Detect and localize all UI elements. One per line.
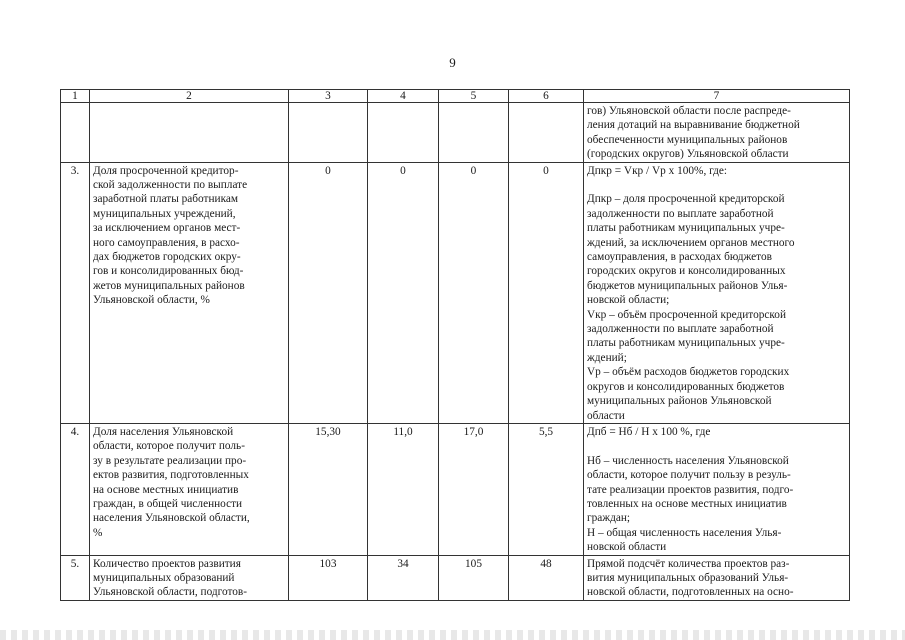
formula-text: Дпкр = Vкр / Vр x 100%, где: — [587, 164, 728, 177]
method-text: Прямой подсчёт количества проектов раз- вития муниципальных образований Улья- новской области, подготовленных на осно- — [587, 557, 794, 599]
calculation-method — [584, 423, 850, 555]
table-row — [61, 555, 850, 600]
value-col-3: 0 — [289, 162, 368, 423]
header-col-6: 6 — [509, 90, 584, 103]
header-col-7: 7 — [584, 90, 850, 103]
value-col-5: 0 — [439, 162, 509, 423]
blank-line — [587, 439, 846, 453]
header-col-2: 2 — [90, 90, 289, 103]
method-text: Vр – объём расходов бюджетов городских округов и консолидированных бюджетов муниципальных районов Ульяновской области — [587, 366, 790, 422]
calculation-method — [584, 103, 850, 163]
calculation-method — [584, 555, 850, 600]
value-col-6: 0 — [509, 162, 584, 423]
table-row — [61, 423, 850, 555]
value-col-3 — [289, 103, 368, 163]
indicator-name — [90, 103, 289, 163]
table-row — [61, 103, 850, 163]
method-text: Дпкр – доля просроченной кредиторской задолженности по выплате заработной платы работникам муниципальных учре- ждений, за исключением органов местного самоуправления, в расходах бюджетов городских округов и консолидированных бюджетов муниципальных районов Улья- новской области; — [587, 193, 795, 307]
value-col-6 — [509, 103, 584, 163]
header-col-4: 4 — [368, 90, 439, 103]
table-row — [61, 162, 850, 423]
indicators-table — [60, 89, 850, 601]
header-col-5: 5 — [439, 90, 509, 103]
blank-line — [587, 178, 846, 192]
indicator-name: Доля населения Ульяновской области, которое получит поль- зу в результате реализации про- ектов развития, подготовленных на основе местных инициатив граждан, в общей численности населения Ульяновской области, % — [90, 423, 289, 555]
scan-edge — [0, 630, 905, 640]
row-number: 5. — [61, 555, 90, 600]
value-col-3: 15,30 — [289, 423, 368, 555]
value-col-5 — [439, 103, 509, 163]
row-number: 4. — [61, 423, 90, 555]
header-col-1: 1 — [61, 90, 90, 103]
calculation-method — [584, 162, 850, 423]
value-col-5: 17,0 — [439, 423, 509, 555]
value-col-4: 34 — [368, 555, 439, 600]
method-text: Н – общая численность населения Улья- новской области — [587, 526, 782, 554]
page-number: 9 — [449, 55, 456, 70]
header-row — [61, 90, 850, 103]
method-text: гов) Ульяновской области после распреде- ления дотаций на выравнивание бюджетной обеспеченности муниципальных районов (городских округов) Ульяновской области — [587, 105, 800, 161]
value-col-4 — [368, 103, 439, 163]
method-text: Vкр – объём просроченной кредиторской задолженности по выплате заработной платы работникам муниципальных учре- ждений; — [587, 308, 786, 364]
value-col-4: 11,0 — [368, 423, 439, 555]
method-text: Нб – численность населения Ульяновской области, которое получит пользу в резуль- тате реализации проектов развития, подго- товленных на основе местных инициатив граждан; — [587, 454, 794, 525]
value-col-5: 105 — [439, 555, 509, 600]
value-col-6: 5,5 — [509, 423, 584, 555]
indicator-name: Количество проектов развития муниципальных образований Ульяновской области, подготов- — [90, 555, 289, 600]
header-col-3: 3 — [289, 90, 368, 103]
row-number: 3. — [61, 162, 90, 423]
indicator-name: Доля просроченной кредитор- ской задолженности по выплате заработной платы работникам муниципальных учреждений, за исключением органов мест- ного самоуправления, в расхо- дах бюджетов городских окру- гов и консолидированных бюд- жетов муниципальных районов Ульяновской области, % — [90, 162, 289, 423]
formula-text: Дпб = Нб / Н x 100 %, где — [587, 425, 711, 438]
row-number — [61, 103, 90, 163]
value-col-6: 48 — [509, 555, 584, 600]
value-col-3: 103 — [289, 555, 368, 600]
value-col-4: 0 — [368, 162, 439, 423]
